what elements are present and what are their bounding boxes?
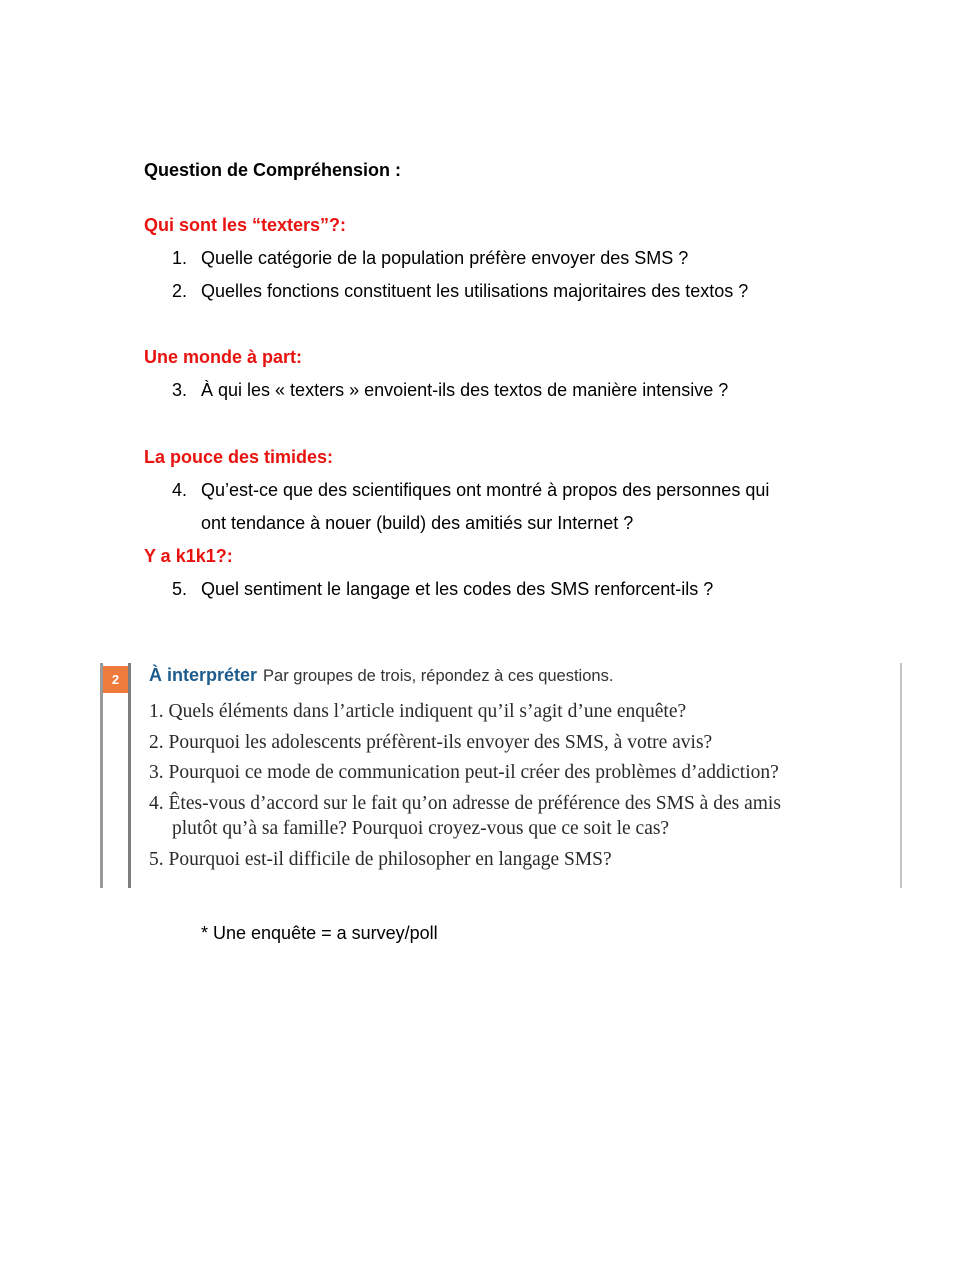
question-3 — [172, 380, 728, 401]
footnote: * Une enquête = a survey/poll — [201, 923, 438, 943]
question-number: 1. — [172, 248, 188, 268]
excerpt-question-1: 1. Quels éléments dans l’article indiquent qu’il s’agit d’une enquête? — [149, 701, 687, 722]
excerpt-right-rule — [900, 663, 902, 888]
question-text: Quel sentiment le langage et les codes des SMS renforcent-ils ? — [201, 579, 714, 599]
question-4 — [172, 480, 769, 501]
question-text: Quelle catégorie de la population préfère envoyer des SMS ? — [201, 248, 689, 268]
excerpt-title: À interpréter — [149, 665, 258, 685]
section-heading-k1k1: Y a k1k1?: — [144, 546, 233, 566]
page-title: Question de Compréhension : — [144, 160, 402, 180]
textbook-excerpt — [100, 663, 902, 888]
question-4-continuation: ont tendance à nouer (build) des amitiés sur Internet ? — [201, 513, 634, 533]
excerpt-question-5: 5. Pourquoi est-il difficile de philosopher en langage SMS? — [149, 849, 612, 870]
excerpt-left-rule — [100, 663, 103, 888]
question-text: À qui les « texters » envoient-ils des textos de manière intensive ? — [201, 380, 729, 400]
section-heading-monde: Une monde à part: — [144, 347, 303, 367]
question-1 — [172, 248, 688, 269]
excerpt-instruction: Par groupes de trois, répondez à ces questions. — [263, 667, 614, 685]
section-heading-timides: La pouce des timides: — [144, 447, 334, 467]
question-text: Quelles fonctions constituent les utilisations majoritaires des textos ? — [201, 281, 749, 301]
excerpt-question-3: 3. Pourquoi ce mode de communication peut-il créer des problèmes d’addiction? — [149, 762, 779, 783]
question-number: 5. — [172, 579, 188, 599]
exercise-number-badge: 2 — [103, 666, 128, 693]
question-5 — [172, 579, 713, 600]
excerpt-header — [149, 665, 613, 686]
question-number: 2. — [172, 281, 188, 301]
excerpt-question-4: 4. Êtes-vous d’accord sur le fait qu’on adresse de préférence des SMS à des amis — [149, 793, 781, 814]
excerpt-inner-rule — [128, 663, 131, 888]
excerpt-question-4-continuation: plutôt qu’à sa famille? Pourquoi croyez-vous que ce soit le cas? — [172, 818, 670, 839]
excerpt-question-2: 2. Pourquoi les adolescents préfèrent-ils envoyer des SMS, à votre avis? — [149, 732, 713, 753]
question-number: 3. — [172, 380, 188, 400]
question-2 — [172, 281, 748, 302]
section-heading-texters: Qui sont les “texters”?: — [144, 215, 347, 235]
question-number: 4. — [172, 480, 188, 500]
question-text: Qu’est-ce que des scientifiques ont montré à propos des personnes qui — [201, 480, 770, 500]
